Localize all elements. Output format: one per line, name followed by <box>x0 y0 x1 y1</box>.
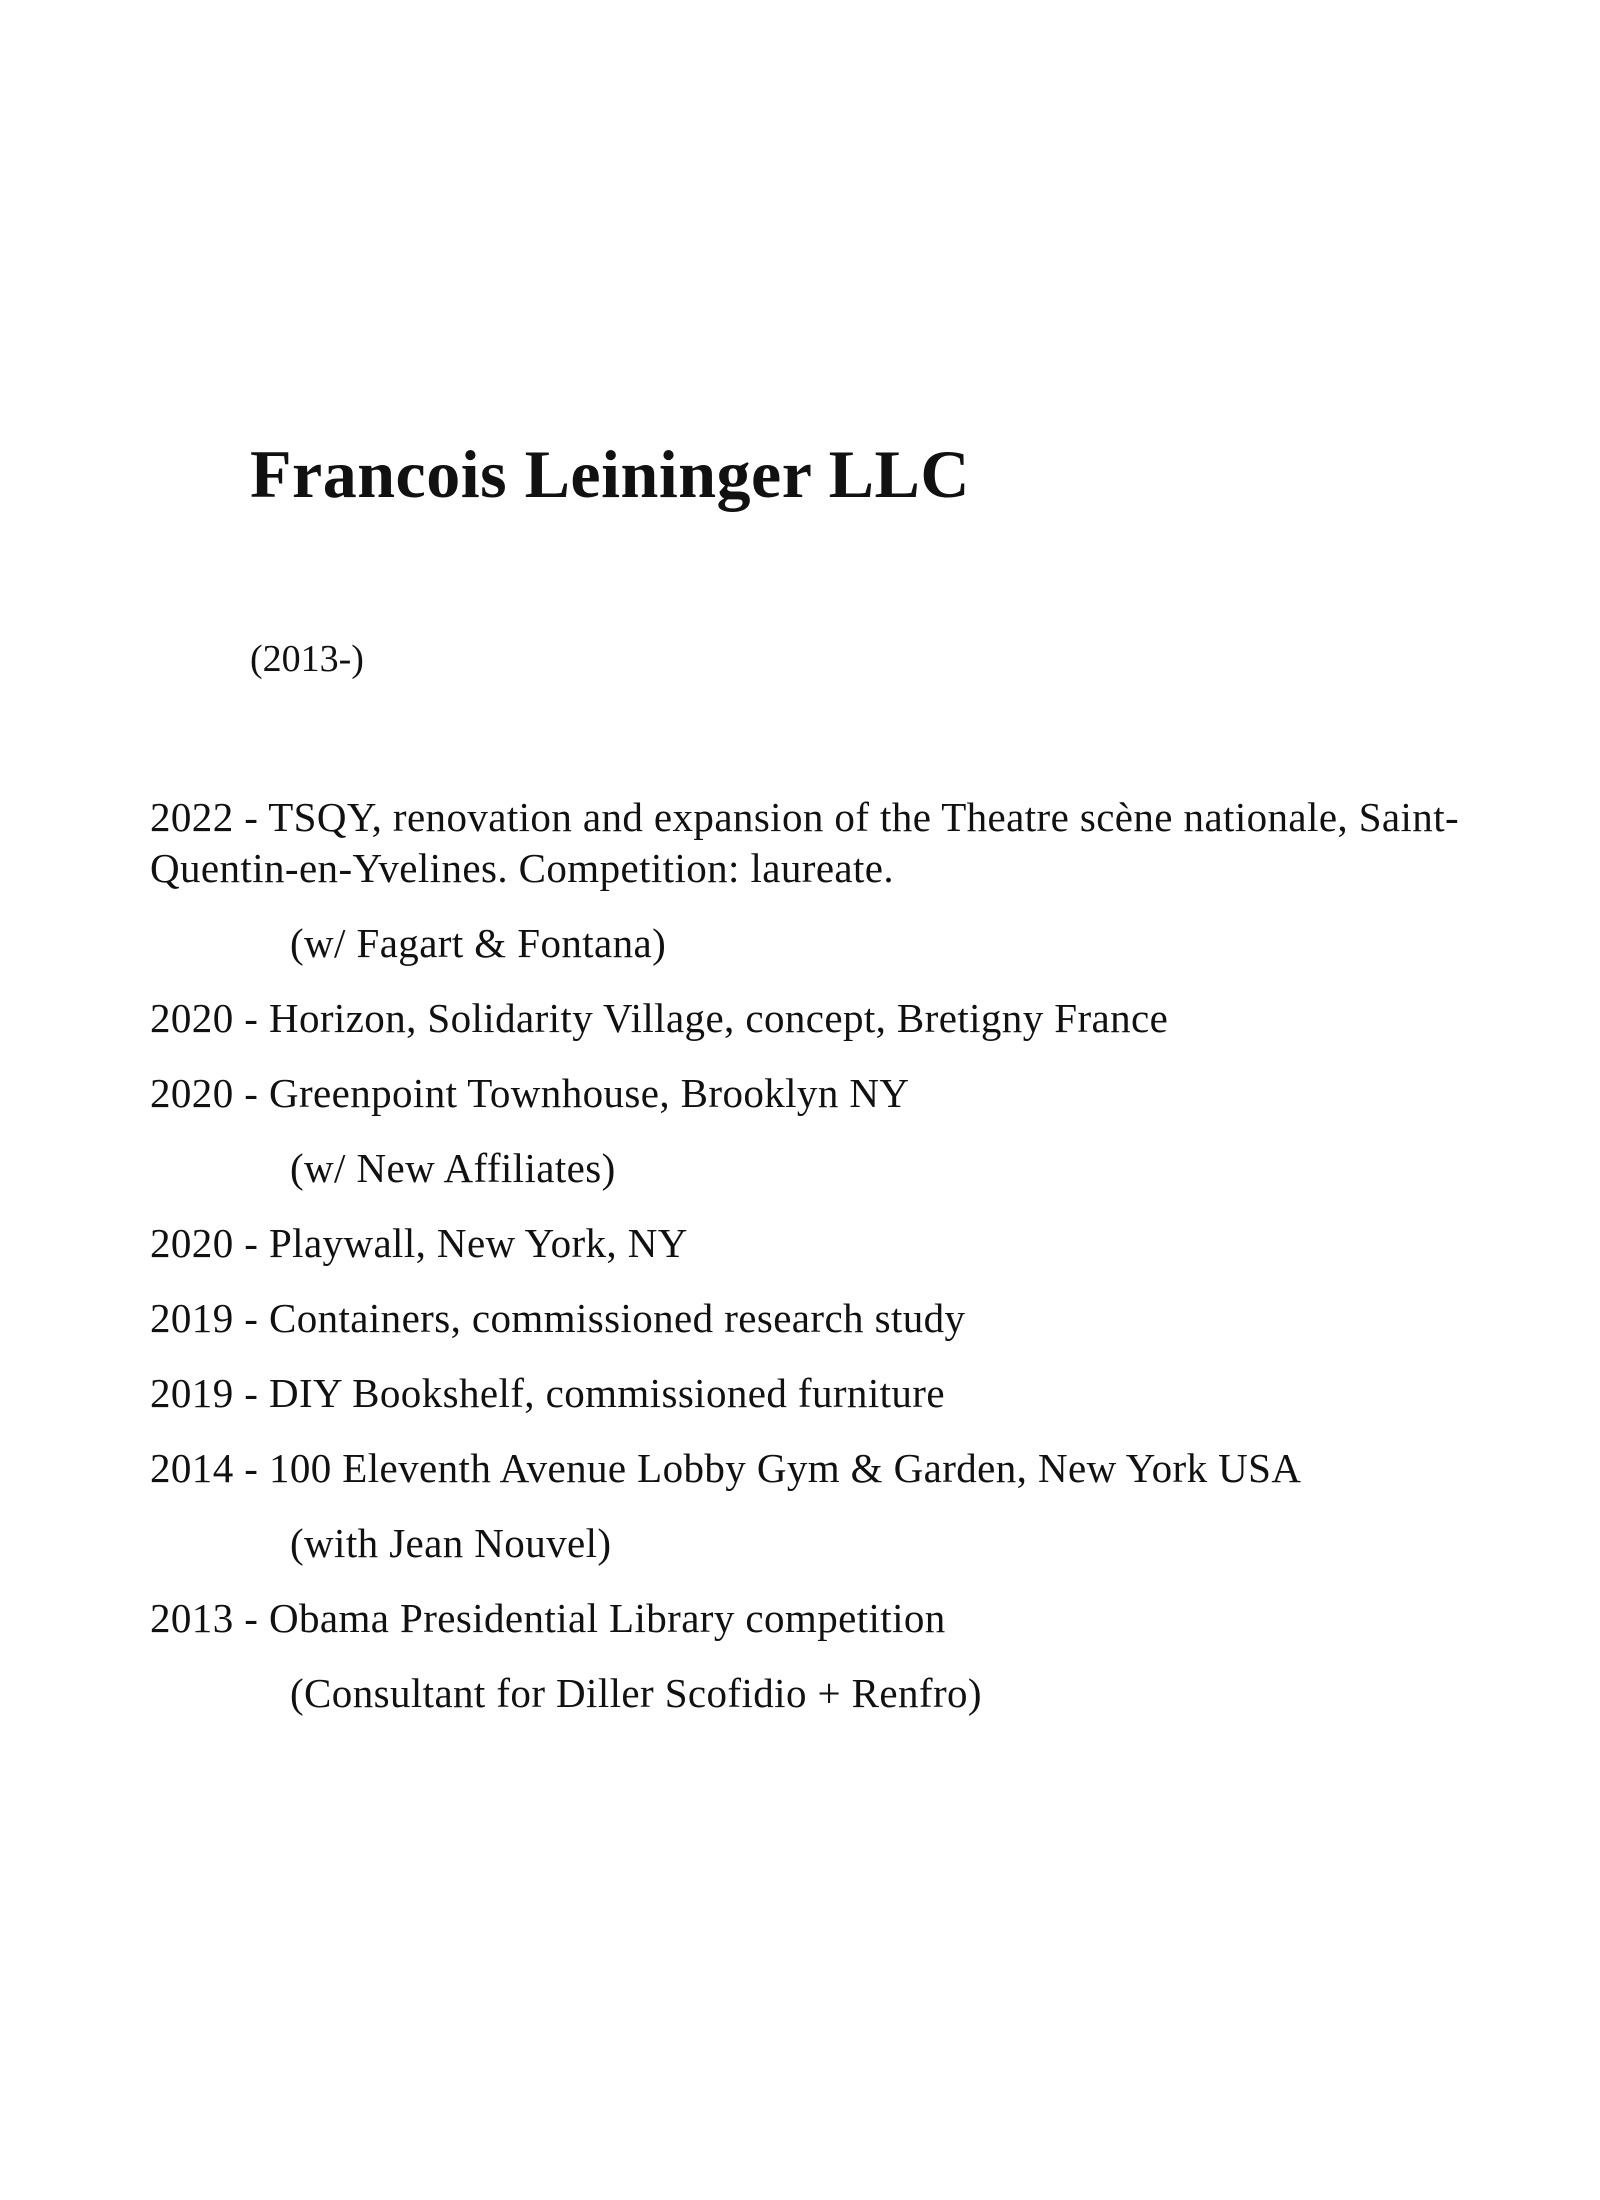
project-entry <box>150 792 1510 969</box>
project-entry-text: 2013 - Obama Presidential Library competition <box>150 1595 946 1641</box>
project-list <box>150 792 1510 1743</box>
active-period: (2013-) <box>250 638 364 680</box>
project-entry-text: 2020 - Playwall, New York, NY <box>150 1220 688 1266</box>
project-entry-note: (w/ New Affiliates) <box>290 1145 616 1191</box>
project-entry <box>150 1368 1510 1419</box>
project-entry-note: (w/ Fagart & Fontana) <box>290 920 667 966</box>
project-entry-note: (with Jean Nouvel) <box>290 1520 612 1566</box>
project-entry-text: 2020 - Horizon, Solidarity Village, concept, Bretigny France <box>150 995 1169 1041</box>
project-entry <box>150 1443 1510 1569</box>
project-entry-text: 2014 - 100 Eleventh Avenue Lobby Gym & Garden, New York USA <box>150 1445 1302 1491</box>
project-entry-text: 2019 - DIY Bookshelf, commissioned furniture <box>150 1370 945 1416</box>
project-entry-text: 2020 - Greenpoint Townhouse, Brooklyn NY <box>150 1070 910 1116</box>
project-entry-text: 2022 - TSQY, renovation and expansion of the Theatre scène nationale, Saint-Quentin-en-Yvelines. Competition: laureate. <box>150 794 1460 891</box>
project-entry <box>150 1068 1510 1194</box>
page-title: Francois Leininger LLC <box>250 436 970 512</box>
project-entry <box>150 993 1510 1044</box>
project-entry <box>150 1218 1510 1269</box>
project-entry-note: (Consultant for Diller Scofidio + Renfro) <box>290 1670 982 1716</box>
project-entry <box>150 1293 1510 1344</box>
project-entry-text: 2019 - Containers, commissioned research study <box>150 1295 966 1341</box>
project-entry <box>150 1593 1510 1719</box>
